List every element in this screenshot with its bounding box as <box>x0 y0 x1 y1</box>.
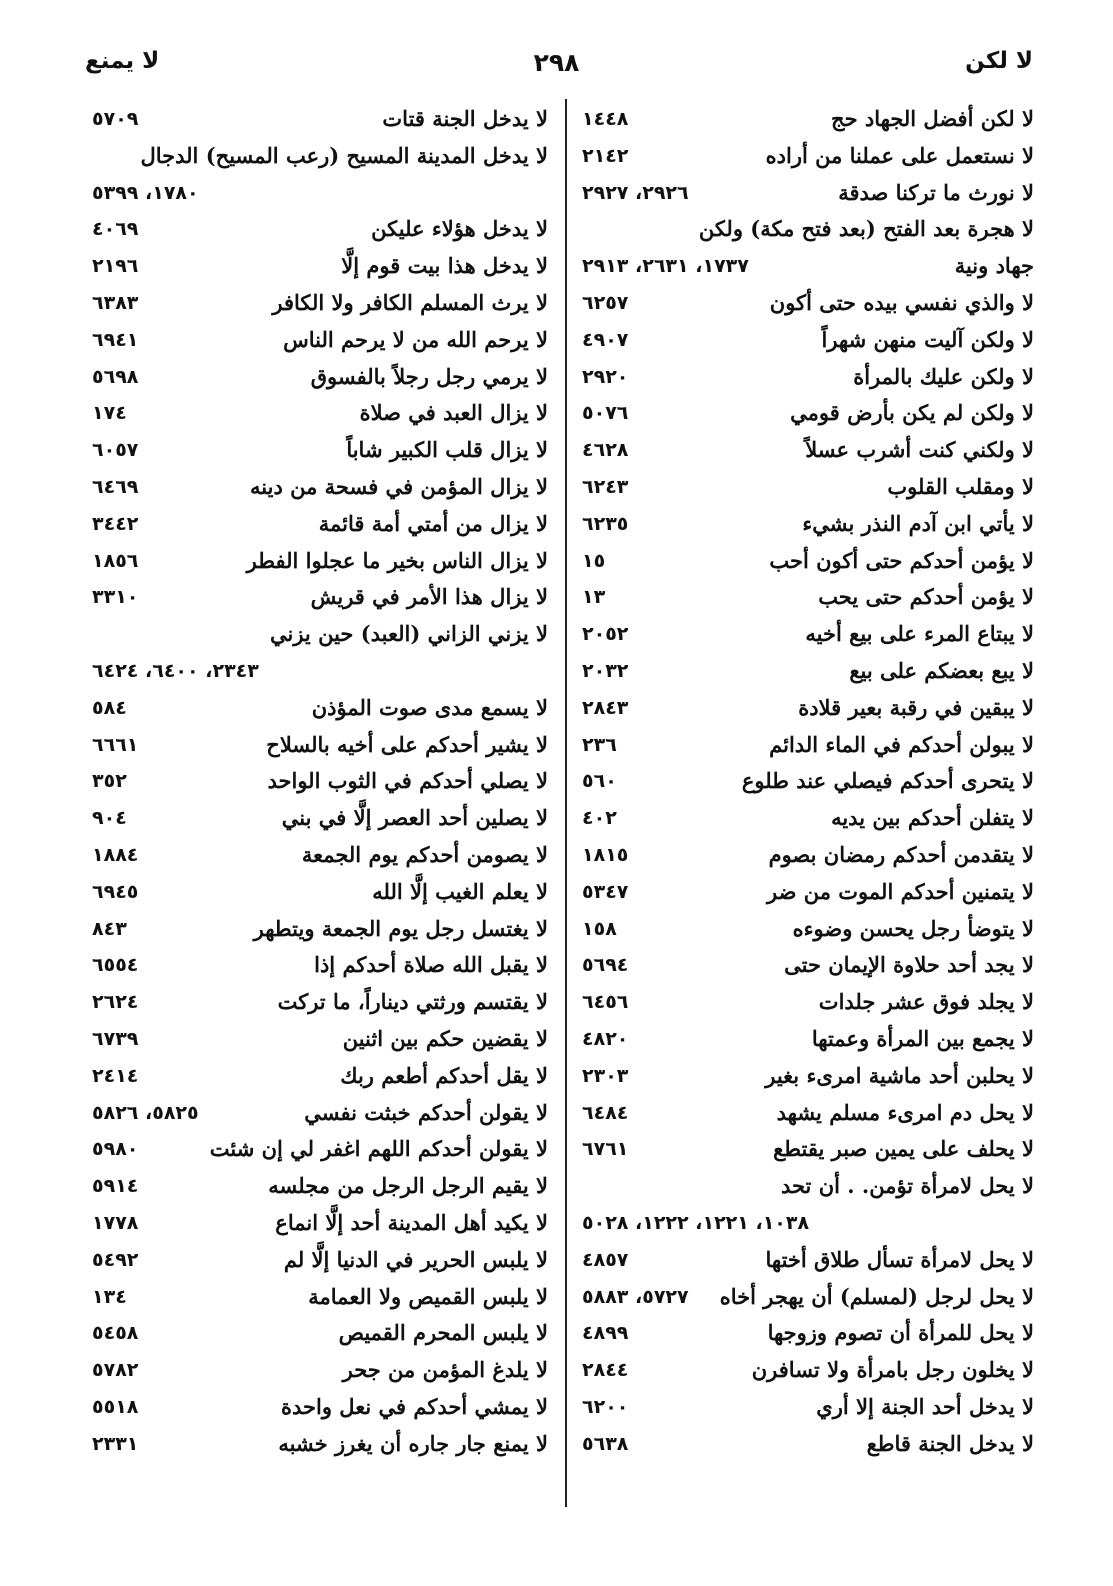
index-entry <box>92 1095 548 1132</box>
index-entry <box>582 837 1034 874</box>
entry-refs: ٢٩٢٠ <box>582 365 629 388</box>
index-entry <box>582 469 1034 506</box>
index-entry <box>92 837 548 874</box>
index-entry <box>92 579 548 616</box>
entry-refs: ١٨٥٦ <box>92 549 139 572</box>
entry-text: لا يدخل الجنة قتات <box>382 106 548 131</box>
column-divider <box>565 99 567 1507</box>
entry-text: لا يصومن أحدكم يوم الجمعة <box>301 841 548 867</box>
index-entry <box>582 101 1034 138</box>
index-entry <box>92 248 548 285</box>
index-entry <box>582 1168 1034 1205</box>
entry-refs: ٦٧٣٩ <box>92 1027 139 1050</box>
index-entry <box>92 947 548 984</box>
entry-refs: ٥٧٠٩ <box>92 108 139 130</box>
entry-text: لا يخلون رجل بامرأة ولا تسافرن <box>751 1357 1034 1383</box>
entry-refs: ٦٢٤٣ <box>582 475 629 498</box>
entry-text: لا يتحرى أحدكم فيصلي عند طلوع <box>741 768 1034 794</box>
entry-refs: ٦٥٥٤ <box>92 954 139 977</box>
entry-text: لا يقضين حكم بين اثنين <box>342 1025 548 1051</box>
index-entry <box>92 395 548 432</box>
entry-refs: ٦٠٥٧ <box>92 439 139 462</box>
entry-refs: ٤٩٠٧ <box>582 328 629 351</box>
entry-text: لا يرمي رجل رجلاً بالفسوق <box>310 363 548 389</box>
entry-text: لا يدخل المدينة المسيح (رعب المسيح) الدجال <box>140 142 548 168</box>
entry-refs: ٣٥٢ <box>92 770 127 793</box>
entry-text: لا يمشي أحدكم في نعل واحدة <box>281 1393 548 1419</box>
index-entry <box>92 506 548 543</box>
index-entry <box>582 322 1034 359</box>
index-entry <box>92 911 548 948</box>
entry-refs: ٥٨٤ <box>92 696 127 719</box>
entry-text: لا يبتاع المرء على بيع أخيه <box>805 621 1034 647</box>
page-number: ٢٩٨ <box>533 48 580 77</box>
entry-text: لا يزال الناس بخير ما عجلوا الفطر <box>246 547 548 573</box>
index-entry <box>582 211 1034 248</box>
entry-text: لا يلدغ المؤمن من جحر <box>342 1357 548 1383</box>
entry-refs: ٢١٩٦ <box>92 255 139 278</box>
entry-refs: ٦٧٦١ <box>582 1138 629 1161</box>
entry-refs: ١٤٤٨ <box>582 108 629 130</box>
entry-refs: ٥٩١٤ <box>92 1175 139 1198</box>
index-entry <box>582 543 1034 580</box>
entry-refs: ١٨٨٤ <box>92 843 139 866</box>
entry-refs: ١٠٣٨، ١٢٢١، ١٢٢٢، ٥٠٢٨ <box>582 1211 810 1234</box>
index-entry <box>92 469 548 506</box>
entry-text: لا يقولن أحدكم خبثت نفسي <box>304 1099 548 1125</box>
entry-refs: ٥٨٢٥، ٥٨٢٦ <box>92 1101 199 1124</box>
entry-text: لا يزال المؤمن في فسحة من دينه <box>250 473 548 499</box>
entry-refs: ٩٠٤ <box>92 807 127 830</box>
entry-refs: ١٥ <box>582 549 606 572</box>
index-entry <box>92 101 548 138</box>
entry-text: لا يأتي ابن آدم النذر بشيء <box>802 510 1034 536</box>
entry-text: لا يلبس القميص ولا العمامة <box>308 1283 548 1309</box>
entry-text: لا يرحم الله من لا يرحم الناس <box>283 326 548 352</box>
index-entry <box>92 1352 548 1389</box>
entry-refs: ٥٣٤٧ <box>582 880 629 903</box>
index-entry <box>92 727 548 764</box>
entry-refs: ٢٣٤٣، ٦٤٠٠، ٦٤٢٤ <box>92 659 259 682</box>
entry-refs: ٥٥١٨ <box>92 1395 139 1418</box>
entry-refs: ٦٤٨٤ <box>582 1101 629 1124</box>
entry-text: لا يدخل أحد الجنة إلا أري <box>816 1393 1034 1419</box>
entry-text: لا يحل لرجل (لمسلم) أن يهجر أخاه <box>719 1283 1034 1309</box>
entry-refs: ١٣ <box>582 586 606 609</box>
index-entry <box>92 1242 548 1279</box>
entry-text: لا يدخل هذا بيت قوم إلَّا <box>341 253 548 279</box>
entry-refs: ٢٣٠٣ <box>582 1064 629 1087</box>
entry-refs: ٨٤٣ <box>92 917 127 940</box>
entry-text: لا لكن أفضل الجهاد حج <box>831 106 1034 131</box>
entry-text: لا يزال هذا الأمر في قريش <box>310 584 548 610</box>
entry-refs: ٥٩٨٠ <box>92 1138 139 1161</box>
entry-text: لا يحلبن أحد ماشية امرىء بغير <box>765 1062 1034 1088</box>
entry-text: لا يجلد فوق عشر جلدات <box>818 989 1034 1015</box>
entry-refs: ٤٨٥٧ <box>582 1248 629 1271</box>
entry-text: لا يجد أحد حلاوة الإيمان حتى <box>784 952 1034 978</box>
index-entry <box>582 947 1034 984</box>
index-entry <box>92 211 548 248</box>
entry-refs: ٦٤٥٦ <box>582 991 629 1014</box>
entry-text: لا يبقين في رقبة بعير قلادة <box>798 694 1034 720</box>
entry-refs: ٥٦٩٨ <box>92 365 139 388</box>
entry-text: لا يحل لامرأة تسأل طلاق أختها <box>765 1246 1034 1272</box>
entry-refs: ١٧٧٨ <box>92 1211 139 1234</box>
entry-text: لا ولكن عليك بالمرأة <box>853 363 1034 389</box>
entry-refs: ٤٦٢٨ <box>582 439 629 462</box>
index-entry <box>582 395 1034 432</box>
entry-text: لا يتوضأ رجل يحسن وضوءه <box>792 915 1034 941</box>
entry-refs: ٥٦٣٨ <box>582 1432 629 1455</box>
index-entry <box>92 690 548 727</box>
entry-text: لا يلبس المحرم القميص <box>338 1320 548 1346</box>
entry-text: لا يزال العبد في صلاة <box>359 400 548 426</box>
entry-text: لا يعلم الغيب إلَّا الله <box>372 878 548 904</box>
index-entry <box>582 138 1034 175</box>
index-entry <box>582 616 1034 653</box>
entry-text: لا ولكني كنت أشرب عسلاً <box>805 437 1034 463</box>
entry-refs: ١٣٤ <box>92 1285 127 1308</box>
entry-refs: ٤٠٦٩ <box>92 218 139 241</box>
entry-text: لا يحل للمرأة أن تصوم وزوجها <box>767 1320 1034 1346</box>
entry-refs: ٥٤٩٢ <box>92 1248 139 1271</box>
entry-text: لا هجرة بعد الفتح (بعد فتح مكة) ولكن <box>698 216 1034 242</box>
entry-text: لا يقتسم ورثتي ديناراً، ما تركت <box>277 989 548 1015</box>
entry-text: لا والذي نفسي بيده حتى أكون <box>769 289 1034 315</box>
entry-text: لا يبع بعضكم على بيع <box>849 657 1034 683</box>
entry-refs: ٢٩٢٦، ٢٩٢٧ <box>582 181 689 204</box>
running-header-right: لا لكن <box>965 48 1033 74</box>
entry-refs: ٥٧٨٢ <box>92 1359 139 1382</box>
entry-refs: ٦٢٥٧ <box>582 291 629 314</box>
index-entry <box>92 1058 548 1095</box>
entry-text: لا يتفلن أحدكم بين يديه <box>831 805 1034 831</box>
index-entry <box>92 432 548 469</box>
entry-text: لا يتمنين أحدكم الموت من ضر <box>767 878 1034 904</box>
entry-refs: ١٧٨٠، ٥٣٩٩ <box>92 181 199 204</box>
entry-text: لا يكيد أهل المدينة أحد إلَّا انماع <box>275 1209 548 1235</box>
index-entry <box>92 175 548 212</box>
entry-text: لا نستعمل على عملنا من أراده <box>765 142 1034 168</box>
entry-text: لا يحل دم امرىء مسلم يشهد <box>776 1099 1034 1125</box>
index-entry <box>582 1095 1034 1132</box>
index-entry <box>582 1279 1034 1316</box>
entry-refs: ٣٤٤٢ <box>92 512 139 535</box>
entry-refs: ٥٠٧٦ <box>582 402 629 425</box>
entry-refs: ٢٣٦ <box>582 733 617 756</box>
index-entry <box>92 616 548 653</box>
index-entry <box>92 1315 548 1352</box>
entry-text: لا يرث المسلم الكافر ولا الكافر <box>272 289 548 315</box>
entry-text: لا يزني الزاني (العبد) حين يزني <box>270 621 548 647</box>
entry-refs: ٢٨٤٤ <box>582 1359 629 1382</box>
entry-refs: ٦٩٤٥ <box>92 880 139 903</box>
index-entry <box>92 1021 548 1058</box>
index-entry <box>582 285 1034 322</box>
entry-refs: ٣٣١٠ <box>92 586 139 609</box>
index-entry <box>92 1131 548 1168</box>
entry-refs: ٢٣٣١ <box>92 1432 139 1455</box>
entry-text: لا ومقلب القلوب <box>887 473 1034 499</box>
entry-text: لا يغتسل رجل يوم الجمعة ويتطهر <box>253 915 548 941</box>
index-entry <box>582 653 1034 690</box>
index-entry <box>92 1168 548 1205</box>
index-entry <box>582 359 1034 396</box>
index-entry <box>92 653 548 690</box>
index-entry <box>92 763 548 800</box>
entry-text: لا يجمع بين المرأة وعمتها <box>811 1025 1034 1051</box>
entry-text: لا يدخل هؤلاء عليكن <box>371 216 548 242</box>
entry-refs: ٦٩٤١ <box>92 328 139 351</box>
entry-refs: ٦٣٨٣ <box>92 291 139 314</box>
index-entry <box>582 248 1034 285</box>
entry-refs: ٤٨٩٩ <box>582 1322 629 1345</box>
entry-text: جهاد ونية <box>954 253 1034 279</box>
entry-refs: ٦٢٣٥ <box>582 512 629 535</box>
entry-refs: ٢٤١٤ <box>92 1064 139 1087</box>
index-entry <box>92 800 548 837</box>
index-entry <box>582 727 1034 764</box>
entry-refs: ١٧٤ <box>92 402 127 425</box>
entry-text: لا ولكن آليت منهن شهراً <box>821 326 1034 352</box>
index-entry <box>582 579 1034 616</box>
index-entry <box>582 506 1034 543</box>
entry-text: لا يزال من أمتي أمة قائمة <box>318 510 548 536</box>
entry-refs: ٢٠٣٢ <box>582 659 629 682</box>
entry-refs: ١٧٣٧، ٢٦٣١، ٢٩١٣ <box>582 255 749 278</box>
entry-refs: ٥٧٢٧، ٥٨٨٣ <box>582 1285 689 1308</box>
index-entry <box>582 1389 1034 1426</box>
entry-refs: ٦٤٦٩ <box>92 475 139 498</box>
index-entry <box>582 1131 1034 1168</box>
index-entry <box>92 285 548 322</box>
index-entry <box>92 1205 548 1242</box>
entry-text: لا يتقدمن أحدكم رمضان بصوم <box>768 841 1034 867</box>
entry-text: لا يزال قلب الكبير شاباً <box>346 437 548 463</box>
index-column-left <box>92 101 548 1462</box>
entry-text: لا يصلين أحد العصر إلَّا في بني <box>281 805 548 831</box>
index-entry <box>582 763 1034 800</box>
entry-text: لا ولكن لم يكن بأرض قومي <box>790 400 1034 426</box>
index-entry <box>582 911 1034 948</box>
index-entry <box>92 874 548 911</box>
entry-refs: ٤٠٢ <box>582 807 617 830</box>
entry-refs: ٢٨٤٣ <box>582 696 629 719</box>
entry-text: لا يقيم الرجل الرجل من مجلسه <box>268 1173 548 1199</box>
index-entry <box>92 359 548 396</box>
index-entry <box>582 1426 1034 1463</box>
index-column-right <box>582 101 1034 1462</box>
index-entry <box>582 1021 1034 1058</box>
entry-refs: ٥٦٩٤ <box>582 954 629 977</box>
entry-text: لا يلبس الحرير في الدنيا إلَّا لم <box>283 1246 548 1272</box>
index-entry <box>92 322 548 359</box>
entry-refs: ٦٢٠٠ <box>582 1395 629 1418</box>
index-entry <box>582 432 1034 469</box>
index-entry <box>92 984 548 1021</box>
index-entry <box>92 543 548 580</box>
entry-text: لا يقبل الله صلاة أحدكم إذا <box>314 952 548 978</box>
entry-text: لا يقولن أحدكم اللهم اغفر لي إن شئت <box>209 1136 548 1162</box>
index-entry <box>582 1058 1034 1095</box>
entry-refs: ١٥٨ <box>582 917 617 940</box>
entry-refs: ٥٤٥٨ <box>92 1322 139 1345</box>
index-entry <box>582 1315 1034 1352</box>
index-entry <box>582 1205 1034 1242</box>
index-entry <box>582 1242 1034 1279</box>
entry-text: لا يشير أحدكم على أخيه بالسلاح <box>266 731 548 757</box>
index-entry <box>582 800 1034 837</box>
entry-refs: ٢٠٥٢ <box>582 623 629 646</box>
index-entry <box>582 984 1034 1021</box>
index-entry <box>582 1352 1034 1389</box>
index-entry <box>92 1389 548 1426</box>
entry-text: لا يحل لامرأة تؤمن. . أن تحد <box>780 1173 1034 1199</box>
entry-text: لا يمنع جار جاره أن يغرز خشبه <box>278 1430 548 1456</box>
index-entry <box>92 138 548 175</box>
entry-text: لا نورث ما تركنا صدقة <box>838 179 1034 205</box>
entry-text: لا يقل أحدكم أطعم ربك <box>340 1062 548 1088</box>
entry-text: لا يبولن أحدكم في الماء الدائم <box>769 731 1034 757</box>
entry-refs: ٤٨٢٠ <box>582 1027 629 1050</box>
entry-text: لا يصلي أحدكم في الثوب الواحد <box>267 768 548 794</box>
index-entry <box>92 1426 548 1463</box>
entry-text: لا يدخل الجنة قاطع <box>866 1430 1034 1456</box>
running-header-left: لا يمنع <box>85 48 160 74</box>
index-entry <box>582 690 1034 727</box>
index-entry <box>582 874 1034 911</box>
index-entry <box>582 175 1034 212</box>
entry-refs: ١٨١٥ <box>582 843 629 866</box>
entry-text: لا يحلف على يمين صبر يقتطع <box>773 1136 1034 1162</box>
entry-refs: ٦٦٦١ <box>92 733 139 756</box>
entry-refs: ٢٦٢٤ <box>92 991 139 1014</box>
index-entry <box>92 1279 548 1316</box>
entry-text: لا يؤمن أحدكم حتى يحب <box>818 584 1034 610</box>
entry-text: لا يسمع مدى صوت المؤذن <box>311 694 548 720</box>
entry-text: لا يؤمن أحدكم حتى أكون أحب <box>769 547 1034 573</box>
entry-refs: ٥٦٠ <box>582 770 617 793</box>
entry-refs: ٢١٤٢ <box>582 144 629 167</box>
